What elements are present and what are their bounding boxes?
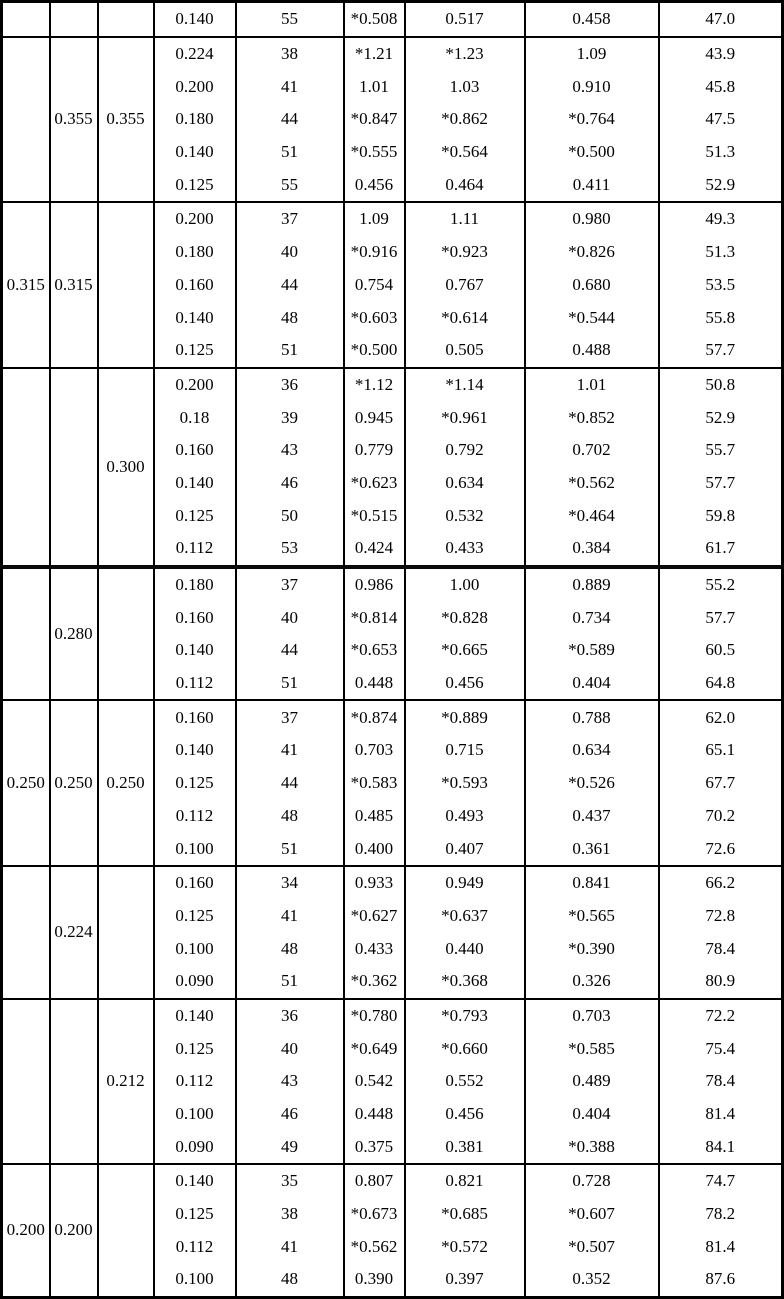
result-cell: 45.8 (659, 70, 783, 103)
value-a-cell: 0.986 (344, 567, 405, 602)
value-b-cell: 0.517 (405, 2, 525, 37)
count-cell: 40 (236, 601, 344, 634)
count-cell: 39 (236, 401, 344, 434)
value-c-cell: 0.404 (525, 667, 659, 701)
value-c-cell: 0.728 (525, 1164, 659, 1198)
group-cell-col3 (98, 202, 154, 367)
count-cell: 41 (236, 70, 344, 103)
value-a-cell: 0.485 (344, 800, 405, 833)
value-c-cell: 1.09 (525, 37, 659, 71)
table-row (2, 368, 783, 402)
result-cell: 51.3 (659, 136, 783, 169)
result-cell: 51.3 (659, 236, 783, 269)
result-cell: 55.2 (659, 567, 783, 602)
group-cell-col2 (50, 368, 98, 567)
result-cell: 78.2 (659, 1198, 783, 1231)
thickness-cell: 0.180 (154, 103, 236, 136)
value-c-cell: *0.589 (525, 634, 659, 667)
count-cell: 48 (236, 932, 344, 965)
value-a-cell: 0.400 (344, 832, 405, 866)
value-b-cell: 1.03 (405, 70, 525, 103)
value-a-cell: 0.703 (344, 734, 405, 767)
result-cell: 50.8 (659, 368, 783, 402)
value-b-cell: 1.11 (405, 202, 525, 236)
value-a-cell: *0.847 (344, 103, 405, 136)
group-cell-col1: 0.250 (2, 700, 50, 865)
value-c-cell: *0.852 (525, 401, 659, 434)
count-cell: 48 (236, 800, 344, 833)
value-b-cell: *0.961 (405, 401, 525, 434)
table-row (2, 202, 783, 236)
thickness-cell: 0.140 (154, 634, 236, 667)
value-a-cell: 1.01 (344, 70, 405, 103)
value-b-cell: 0.381 (405, 1130, 525, 1164)
value-a-cell: 0.456 (344, 168, 405, 202)
value-c-cell: 0.703 (525, 999, 659, 1033)
thickness-cell: 0.090 (154, 965, 236, 999)
value-b-cell: 0.440 (405, 932, 525, 965)
count-cell: 36 (236, 999, 344, 1033)
result-cell: 72.2 (659, 999, 783, 1033)
thickness-cell: 0.112 (154, 800, 236, 833)
table-row (2, 37, 783, 71)
value-c-cell: 0.702 (525, 434, 659, 467)
result-cell: 66.2 (659, 866, 783, 900)
value-b-cell: *1.23 (405, 37, 525, 71)
value-c-cell: *0.464 (525, 499, 659, 532)
group-cell-col1 (2, 368, 50, 567)
thickness-cell: 0.160 (154, 434, 236, 467)
value-b-cell: 0.456 (405, 1098, 525, 1131)
value-a-cell: *0.653 (344, 634, 405, 667)
value-a-cell: 0.448 (344, 1098, 405, 1131)
count-cell: 36 (236, 368, 344, 402)
result-cell: 52.9 (659, 168, 783, 202)
result-cell: 55.8 (659, 301, 783, 334)
value-c-cell: 0.458 (525, 2, 659, 37)
group-cell-col3: 0.212 (98, 999, 154, 1164)
count-cell: 38 (236, 1198, 344, 1231)
count-cell: 51 (236, 832, 344, 866)
count-cell: 43 (236, 434, 344, 467)
group-cell-col2: 0.355 (50, 37, 98, 202)
count-cell: 48 (236, 301, 344, 334)
value-b-cell: 0.792 (405, 434, 525, 467)
value-a-cell: *0.874 (344, 700, 405, 734)
value-b-cell: *0.862 (405, 103, 525, 136)
thickness-cell: 0.140 (154, 136, 236, 169)
value-a-cell: *0.562 (344, 1230, 405, 1263)
group-cell-col2 (50, 2, 98, 37)
result-cell: 57.7 (659, 334, 783, 368)
count-cell: 40 (236, 1032, 344, 1065)
value-c-cell: 0.404 (525, 1098, 659, 1131)
value-b-cell: *0.564 (405, 136, 525, 169)
value-c-cell: 0.841 (525, 866, 659, 900)
value-b-cell: 0.407 (405, 832, 525, 866)
count-cell: 55 (236, 168, 344, 202)
group-cell-col1 (2, 866, 50, 999)
value-a-cell: *0.780 (344, 999, 405, 1033)
thickness-cell: 0.125 (154, 499, 236, 532)
value-c-cell: *0.826 (525, 236, 659, 269)
value-b-cell: *1.14 (405, 368, 525, 402)
value-b-cell: 0.821 (405, 1164, 525, 1198)
group-cell-col1: 0.200 (2, 1164, 50, 1297)
value-a-cell: 0.754 (344, 269, 405, 302)
value-b-cell: 0.456 (405, 667, 525, 701)
count-cell: 37 (236, 567, 344, 602)
thickness-cell: 0.140 (154, 999, 236, 1033)
value-c-cell: 0.437 (525, 800, 659, 833)
thickness-cell: 0.200 (154, 202, 236, 236)
result-cell: 53.5 (659, 269, 783, 302)
thickness-cell: 0.180 (154, 567, 236, 602)
value-c-cell: *0.388 (525, 1130, 659, 1164)
result-cell: 72.8 (659, 900, 783, 933)
count-cell: 51 (236, 965, 344, 999)
value-c-cell: 0.910 (525, 70, 659, 103)
value-c-cell: 0.384 (525, 532, 659, 567)
thickness-cell: 0.125 (154, 900, 236, 933)
group-cell-col3 (98, 567, 154, 701)
value-b-cell: 0.552 (405, 1065, 525, 1098)
count-cell: 41 (236, 900, 344, 933)
group-cell-col1: 0.315 (2, 202, 50, 367)
table-row (2, 1164, 783, 1198)
thickness-cell: 0.200 (154, 368, 236, 402)
value-c-cell: 0.980 (525, 202, 659, 236)
thickness-cell: 0.125 (154, 767, 236, 800)
value-b-cell: 0.493 (405, 800, 525, 833)
result-cell: 61.7 (659, 532, 783, 567)
value-a-cell: 0.779 (344, 434, 405, 467)
value-b-cell: *0.614 (405, 301, 525, 334)
value-c-cell: 1.01 (525, 368, 659, 402)
value-c-cell: 0.488 (525, 334, 659, 368)
thickness-cell: 0.180 (154, 236, 236, 269)
group-cell-col2: 0.315 (50, 202, 98, 367)
result-cell: 74.7 (659, 1164, 783, 1198)
count-cell: 51 (236, 667, 344, 701)
thickness-cell: 0.125 (154, 1032, 236, 1065)
count-cell: 46 (236, 467, 344, 500)
value-b-cell: 0.634 (405, 467, 525, 500)
group-cell-col3: 0.300 (98, 368, 154, 567)
result-cell: 80.9 (659, 965, 783, 999)
value-a-cell: 1.09 (344, 202, 405, 236)
result-cell: 57.7 (659, 467, 783, 500)
result-cell: 75.4 (659, 1032, 783, 1065)
value-a-cell: *0.515 (344, 499, 405, 532)
count-cell: 44 (236, 767, 344, 800)
table-row (2, 700, 783, 734)
value-c-cell: 0.788 (525, 700, 659, 734)
value-a-cell: *0.508 (344, 2, 405, 37)
value-c-cell: 0.352 (525, 1263, 659, 1297)
value-c-cell: 0.326 (525, 965, 659, 999)
value-a-cell: *1.21 (344, 37, 405, 71)
result-cell: 49.3 (659, 202, 783, 236)
thickness-cell: 0.140 (154, 734, 236, 767)
thickness-cell: 0.18 (154, 401, 236, 434)
value-b-cell: 0.505 (405, 334, 525, 368)
value-a-cell: *0.623 (344, 467, 405, 500)
thickness-cell: 0.140 (154, 2, 236, 37)
thickness-cell: 0.140 (154, 301, 236, 334)
value-c-cell: 0.361 (525, 832, 659, 866)
count-cell: 37 (236, 700, 344, 734)
value-c-cell: *0.390 (525, 932, 659, 965)
value-a-cell: *0.362 (344, 965, 405, 999)
thickness-cell: 0.112 (154, 1065, 236, 1098)
result-cell: 59.8 (659, 499, 783, 532)
value-c-cell: *0.544 (525, 301, 659, 334)
value-a-cell: *0.916 (344, 236, 405, 269)
thickness-cell: 0.125 (154, 168, 236, 202)
value-a-cell: *0.673 (344, 1198, 405, 1231)
table-row (2, 567, 783, 602)
group-cell-col1 (2, 999, 50, 1164)
table-body (2, 2, 783, 1298)
count-cell: 41 (236, 734, 344, 767)
result-cell: 47.0 (659, 2, 783, 37)
thickness-cell: 0.100 (154, 1098, 236, 1131)
thickness-cell: 0.140 (154, 1164, 236, 1198)
thickness-cell: 0.100 (154, 1263, 236, 1297)
value-b-cell: *0.889 (405, 700, 525, 734)
count-cell: 40 (236, 236, 344, 269)
result-cell: 64.8 (659, 667, 783, 701)
thickness-cell: 0.160 (154, 866, 236, 900)
count-cell: 41 (236, 1230, 344, 1263)
value-c-cell: *0.607 (525, 1198, 659, 1231)
group-cell-col1 (2, 567, 50, 701)
value-a-cell: 0.424 (344, 532, 405, 567)
thickness-cell: 0.125 (154, 1198, 236, 1231)
count-cell: 43 (236, 1065, 344, 1098)
value-b-cell: 0.532 (405, 499, 525, 532)
value-b-cell: 0.715 (405, 734, 525, 767)
value-a-cell: 0.945 (344, 401, 405, 434)
count-cell: 44 (236, 269, 344, 302)
value-c-cell: *0.507 (525, 1230, 659, 1263)
count-cell: 48 (236, 1263, 344, 1297)
result-cell: 81.4 (659, 1098, 783, 1131)
value-a-cell: *0.603 (344, 301, 405, 334)
value-b-cell: *0.660 (405, 1032, 525, 1065)
value-a-cell: *0.649 (344, 1032, 405, 1065)
group-cell-col3 (98, 866, 154, 999)
group-cell-col1 (2, 37, 50, 202)
value-c-cell: *0.764 (525, 103, 659, 136)
value-b-cell: 0.397 (405, 1263, 525, 1297)
thickness-cell: 0.140 (154, 467, 236, 500)
result-cell: 87.6 (659, 1263, 783, 1297)
result-cell: 67.7 (659, 767, 783, 800)
value-b-cell: *0.923 (405, 236, 525, 269)
value-a-cell: *1.12 (344, 368, 405, 402)
value-c-cell: 0.889 (525, 567, 659, 602)
value-c-cell: 0.634 (525, 734, 659, 767)
table-row (2, 999, 783, 1033)
thickness-cell: 0.090 (154, 1130, 236, 1164)
value-b-cell: *0.572 (405, 1230, 525, 1263)
result-cell: 55.7 (659, 434, 783, 467)
group-cell-col2 (50, 999, 98, 1164)
thickness-cell: 0.112 (154, 667, 236, 701)
count-cell: 44 (236, 103, 344, 136)
value-a-cell: 0.433 (344, 932, 405, 965)
value-b-cell: 1.00 (405, 567, 525, 602)
value-a-cell: 0.448 (344, 667, 405, 701)
thickness-cell: 0.125 (154, 334, 236, 368)
count-cell: 51 (236, 334, 344, 368)
value-c-cell: 0.734 (525, 601, 659, 634)
group-cell-col3 (98, 1164, 154, 1297)
value-c-cell: *0.565 (525, 900, 659, 933)
result-cell: 47.5 (659, 103, 783, 136)
value-a-cell: 0.542 (344, 1065, 405, 1098)
value-c-cell: 0.411 (525, 168, 659, 202)
result-cell: 57.7 (659, 601, 783, 634)
group-cell-col3: 0.355 (98, 37, 154, 202)
value-c-cell: *0.526 (525, 767, 659, 800)
thickness-cell: 0.200 (154, 70, 236, 103)
value-a-cell: 0.933 (344, 866, 405, 900)
value-a-cell: 0.390 (344, 1263, 405, 1297)
value-b-cell: *0.828 (405, 601, 525, 634)
value-c-cell: 0.489 (525, 1065, 659, 1098)
count-cell: 49 (236, 1130, 344, 1164)
result-cell: 72.6 (659, 832, 783, 866)
value-a-cell: 0.807 (344, 1164, 405, 1198)
thickness-cell: 0.160 (154, 269, 236, 302)
result-cell: 65.1 (659, 734, 783, 767)
count-cell: 53 (236, 532, 344, 567)
result-cell: 70.2 (659, 800, 783, 833)
value-c-cell: *0.585 (525, 1032, 659, 1065)
thickness-cell: 0.112 (154, 532, 236, 567)
result-cell: 52.9 (659, 401, 783, 434)
result-cell: 81.4 (659, 1230, 783, 1263)
thickness-cell: 0.160 (154, 700, 236, 734)
count-cell: 44 (236, 634, 344, 667)
value-b-cell: *0.368 (405, 965, 525, 999)
count-cell: 37 (236, 202, 344, 236)
value-a-cell: 0.375 (344, 1130, 405, 1164)
count-cell: 35 (236, 1164, 344, 1198)
thickness-cell: 0.224 (154, 37, 236, 71)
value-a-cell: *0.555 (344, 136, 405, 169)
value-a-cell: *0.814 (344, 601, 405, 634)
group-cell-col2: 0.250 (50, 700, 98, 865)
value-c-cell: *0.562 (525, 467, 659, 500)
value-a-cell: *0.500 (344, 334, 405, 368)
result-cell: 84.1 (659, 1130, 783, 1164)
value-c-cell: 0.680 (525, 269, 659, 302)
value-b-cell: *0.793 (405, 999, 525, 1033)
value-b-cell: *0.685 (405, 1198, 525, 1231)
thickness-cell: 0.160 (154, 601, 236, 634)
group-cell-col2: 0.280 (50, 567, 98, 701)
value-a-cell: *0.627 (344, 900, 405, 933)
value-b-cell: 0.949 (405, 866, 525, 900)
group-cell-col3 (98, 2, 154, 37)
count-cell: 46 (236, 1098, 344, 1131)
count-cell: 34 (236, 866, 344, 900)
result-cell: 60.5 (659, 634, 783, 667)
count-cell: 51 (236, 136, 344, 169)
count-cell: 50 (236, 499, 344, 532)
value-c-cell: *0.500 (525, 136, 659, 169)
value-b-cell: *0.637 (405, 900, 525, 933)
result-cell: 78.4 (659, 932, 783, 965)
count-cell: 38 (236, 37, 344, 71)
table-row (2, 2, 783, 37)
result-cell: 62.0 (659, 700, 783, 734)
group-cell-col1 (2, 2, 50, 37)
thickness-cell: 0.112 (154, 1230, 236, 1263)
group-cell-col3: 0.250 (98, 700, 154, 865)
thickness-cell: 0.100 (154, 832, 236, 866)
count-cell: 55 (236, 2, 344, 37)
thickness-cell: 0.100 (154, 932, 236, 965)
value-a-cell: *0.583 (344, 767, 405, 800)
group-cell-col2: 0.200 (50, 1164, 98, 1297)
result-cell: 43.9 (659, 37, 783, 71)
table-row (2, 866, 783, 900)
value-b-cell: 0.767 (405, 269, 525, 302)
value-b-cell: 0.433 (405, 532, 525, 567)
value-b-cell: 0.464 (405, 168, 525, 202)
value-b-cell: *0.593 (405, 767, 525, 800)
result-cell: 78.4 (659, 1065, 783, 1098)
group-cell-col2: 0.224 (50, 866, 98, 999)
value-b-cell: *0.665 (405, 634, 525, 667)
